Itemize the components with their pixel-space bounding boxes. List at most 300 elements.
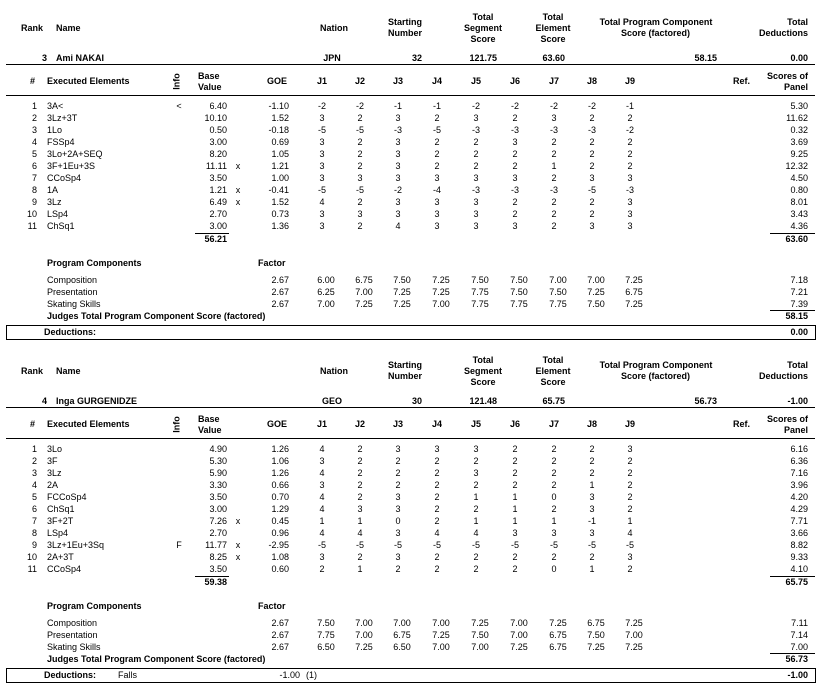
judge-header-j4: J4 <box>431 419 442 429</box>
judge-goe: 2 <box>357 221 363 231</box>
judge-component-score: 7.25 <box>393 287 411 297</box>
judge-goe: 2 <box>357 149 363 159</box>
element-base-value: 3.50 <box>209 492 227 502</box>
deduction-count: (1) <box>306 670 317 680</box>
skater-pcs: 56.73 <box>694 396 717 406</box>
judge-goe: 3 <box>319 456 325 466</box>
element-info: < <box>176 101 182 111</box>
judges-total-pcs-value: 56.73 <box>785 654 808 664</box>
judge-goe: -5 <box>317 540 326 550</box>
judge-goe: -2 <box>549 101 558 111</box>
judge-header-j5: J5 <box>470 419 481 429</box>
element-number: 9 <box>31 540 37 550</box>
element-panel-score: 9.25 <box>790 149 808 159</box>
component-panel-score: 7.11 <box>791 618 808 628</box>
judge-goe: 3 <box>434 221 440 231</box>
judge-goe: 2 <box>627 504 633 514</box>
judge-goe: 2 <box>434 564 440 574</box>
judge-goe: 1 <box>551 161 557 171</box>
judge-goe: 3 <box>589 173 595 183</box>
judge-goe: 3 <box>395 492 401 502</box>
ref-header: Ref. <box>733 419 751 429</box>
deduction-detail: Falls <box>118 670 138 680</box>
judge-goe: 4 <box>434 528 440 538</box>
judge-component-score: 7.25 <box>432 287 450 297</box>
judge-goe: 2 <box>434 504 440 514</box>
judge-goe: 2 <box>473 456 479 466</box>
skater-tes: 65.75 <box>542 396 565 406</box>
element-number: 8 <box>31 185 37 195</box>
judge-component-score: 7.00 <box>393 618 411 628</box>
judge-goe: 2 <box>357 444 363 454</box>
element-panel-score: 4.29 <box>790 504 808 514</box>
judge-goe: 4 <box>395 221 401 231</box>
element-goe: -1.10 <box>268 101 289 111</box>
element-number: 5 <box>31 492 37 502</box>
judge-goe: 0 <box>551 564 557 574</box>
component-name: Skating Skills <box>47 299 101 309</box>
element-base-value: 2.70 <box>209 528 227 538</box>
judge-goe: 2 <box>357 161 363 171</box>
component-panel-score: 7.39 <box>790 299 808 309</box>
judge-goe: -5 <box>510 540 519 550</box>
judge-goe: 2 <box>357 492 363 502</box>
judge-header-j1: J1 <box>316 76 327 86</box>
judge-goe: 3 <box>319 552 325 562</box>
goe-header: GOE <box>266 76 287 86</box>
component-panel-score: 7.18 <box>790 275 808 285</box>
ref-header: Ref. <box>733 76 751 86</box>
skater-rank: 3 <box>41 53 47 63</box>
judge-component-score: 6.50 <box>393 642 411 652</box>
tes-header: Total <box>542 355 564 365</box>
element-goe: 0.73 <box>271 209 289 219</box>
judge-component-score: 7.25 <box>432 275 450 285</box>
goe-header: GOE <box>266 419 287 429</box>
element-name: FSSp4 <box>47 137 75 147</box>
judge-goe: 3 <box>357 209 363 219</box>
element-number: 1 <box>31 444 37 454</box>
nation-header: Nation <box>320 366 348 376</box>
tss-header: Total <box>472 355 494 365</box>
judge-goe: 1 <box>512 492 518 502</box>
judge-component-score: 7.75 <box>471 287 489 297</box>
element-goe: 1.36 <box>271 221 289 231</box>
judge-goe: 2 <box>551 456 557 466</box>
name-header: Name <box>56 23 81 33</box>
judge-goe: 3 <box>395 504 401 514</box>
judge-goe: 2 <box>512 552 518 562</box>
judge-component-score: 7.25 <box>587 642 605 652</box>
element-name: 3Lo+2A+SEQ <box>47 149 103 159</box>
element-panel-score: 7.71 <box>790 516 808 526</box>
judge-goe: 3 <box>395 161 401 171</box>
judge-goe: 3 <box>473 173 479 183</box>
deductions-header: Total <box>787 17 808 27</box>
component-panel-score: 7.00 <box>790 642 808 652</box>
skater-rank: 4 <box>41 396 47 406</box>
starting-number-header: Number <box>387 371 422 381</box>
judge-goe: 2 <box>319 564 325 574</box>
judge-goe: 3 <box>395 444 401 454</box>
tes-header: Total <box>542 12 564 22</box>
executed-elements-header: Executed Elements <box>47 76 130 86</box>
deductions-total: -1.00 <box>787 670 808 680</box>
judge-goe: 2 <box>357 197 363 207</box>
judge-component-score: 6.25 <box>317 287 335 297</box>
judge-goe: -3 <box>587 125 596 135</box>
deductions-label: Deductions: <box>44 670 97 680</box>
judge-component-score: 7.25 <box>587 287 605 297</box>
judge-goe: 3 <box>395 209 401 219</box>
judge-goe: -5 <box>355 540 364 550</box>
judge-goe: 2 <box>589 197 595 207</box>
judge-goe: -5 <box>317 185 326 195</box>
judge-goe: 2 <box>434 456 440 466</box>
judge-header-j4: J4 <box>431 76 442 86</box>
judge-goe: 3 <box>551 113 557 123</box>
element-goe: 1.00 <box>271 173 289 183</box>
judge-goe: 2 <box>473 137 479 147</box>
judge-goe: -2 <box>317 101 326 111</box>
judge-goe: 2 <box>551 149 557 159</box>
element-name: LSp4 <box>47 209 69 219</box>
element-base-value: 3.50 <box>209 564 227 574</box>
element-goe: -0.41 <box>268 185 289 195</box>
judge-goe: 2 <box>589 209 595 219</box>
element-panel-score: 7.16 <box>790 468 808 478</box>
judge-goe: 2 <box>512 209 518 219</box>
element-base-value: 11.77 <box>205 540 227 550</box>
element-name: FCCoSp4 <box>47 492 87 502</box>
element-name: ChSq1 <box>47 221 75 231</box>
pcs-header: Score (factored) <box>620 28 690 38</box>
tss-header: Segment <box>463 23 502 33</box>
judge-goe: 3 <box>473 444 479 454</box>
judge-goe: 2 <box>395 468 401 478</box>
element-name: 3F+2T <box>47 516 74 526</box>
judge-header-j8: J8 <box>586 76 597 86</box>
judge-goe: 2 <box>551 197 557 207</box>
element-panel-score: 4.50 <box>790 173 808 183</box>
judge-goe: 2 <box>473 149 479 159</box>
element-number: 8 <box>31 528 37 538</box>
element-goe: 0.66 <box>271 480 289 490</box>
judge-goe: 2 <box>512 197 518 207</box>
pcs-header: Score (factored) <box>620 371 690 381</box>
judge-component-score: 7.00 <box>510 618 528 628</box>
element-goe: 1.08 <box>271 552 289 562</box>
judge-goe: 2 <box>357 113 363 123</box>
element-goe: 1.26 <box>271 468 289 478</box>
element-base-value: 5.30 <box>209 456 227 466</box>
element-name: 3Lz <box>47 197 62 207</box>
judge-goe: 2 <box>473 564 479 574</box>
element-panel-score: 12.32 <box>785 161 808 171</box>
element-panel-score: 4.10 <box>790 564 808 574</box>
element-name: 3Lz <box>47 468 62 478</box>
element-base-value: 3.30 <box>209 480 227 490</box>
judge-goe: 3 <box>319 113 325 123</box>
judge-goe: -5 <box>587 540 596 550</box>
element-name: 2A <box>47 480 59 490</box>
judge-goe: 3 <box>319 149 325 159</box>
element-panel-score: 8.82 <box>790 540 808 550</box>
info-header: Info <box>171 73 182 90</box>
judge-goe: 2 <box>627 137 633 147</box>
element-base-value: 2.70 <box>209 209 227 219</box>
judge-goe: 2 <box>434 492 440 502</box>
element-base-value: 3.50 <box>209 173 227 183</box>
element-base-value: 7.26 <box>209 516 227 526</box>
judge-goe: -5 <box>355 125 364 135</box>
judge-header-j8: J8 <box>586 419 597 429</box>
judge-goe: 3 <box>627 173 633 183</box>
skater-starting-number: 30 <box>411 396 422 406</box>
judge-goe: -2 <box>510 101 519 111</box>
skater-sheet <box>0 343 822 688</box>
element-goe: 1.52 <box>271 113 289 123</box>
judge-goe: 4 <box>357 528 363 538</box>
judge-goe: 1 <box>589 564 595 574</box>
judge-goe: 2 <box>473 552 479 562</box>
judge-goe: -5 <box>393 540 402 550</box>
element-base-value: 3.00 <box>209 504 227 514</box>
nation-header: Nation <box>320 23 348 33</box>
element-panel-score: 3.66 <box>790 528 808 538</box>
element-info: F <box>176 540 182 550</box>
element-goe: -0.18 <box>268 125 289 135</box>
judge-goe: 3 <box>357 173 363 183</box>
tes-header: Element <box>535 23 571 33</box>
judge-goe: 3 <box>319 173 325 183</box>
judge-component-score: 7.00 <box>432 299 450 309</box>
judge-goe: 3 <box>589 221 595 231</box>
element-base-value: 6.40 <box>209 101 227 111</box>
judge-goe: 2 <box>434 468 440 478</box>
skater-name: Ami NAKAI <box>56 53 105 63</box>
element-score-total: 63.60 <box>785 234 808 244</box>
judge-component-score: 7.25 <box>432 630 450 640</box>
judge-component-score: 7.25 <box>355 299 373 309</box>
judge-goe: -1 <box>432 101 441 111</box>
judge-goe: -5 <box>549 540 558 550</box>
component-name: Composition <box>47 618 98 628</box>
element-goe: 1.26 <box>271 444 289 454</box>
judge-goe: 3 <box>551 528 557 538</box>
tes-header: Element <box>535 366 571 376</box>
element-bonus-x: x <box>235 516 241 526</box>
judge-component-score: 7.50 <box>471 275 489 285</box>
element-panel-score: 4.36 <box>790 221 808 231</box>
judge-component-score: 7.00 <box>355 630 373 640</box>
judge-goe: -3 <box>471 125 480 135</box>
judge-goe: 4 <box>627 528 633 538</box>
judge-component-score: 6.75 <box>587 618 605 628</box>
executed-elements-header: Executed Elements <box>47 419 130 429</box>
judge-component-score: 7.25 <box>549 618 567 628</box>
element-number: 10 <box>26 209 37 219</box>
judge-goe: 3 <box>319 137 325 147</box>
element-goe: 0.69 <box>271 137 289 147</box>
base-value-header: Value <box>198 82 222 92</box>
judge-goe: -2 <box>355 101 364 111</box>
judge-goe: 3 <box>434 444 440 454</box>
judge-goe: 2 <box>551 444 557 454</box>
judge-header-j9: J9 <box>624 76 635 86</box>
skater-name: Inga GURGENIDZE <box>56 396 138 406</box>
element-base-value: 1.21 <box>209 185 227 195</box>
judge-goe: 1 <box>473 516 479 526</box>
judge-goe: 3 <box>627 197 633 207</box>
judge-goe: -5 <box>432 540 441 550</box>
element-number: 6 <box>31 161 37 171</box>
judge-goe: -4 <box>432 185 441 195</box>
scores-of-panel-header: Scores of <box>766 71 808 81</box>
skater-deductions: 0.00 <box>790 53 808 63</box>
judge-goe: 2 <box>434 113 440 123</box>
element-goe: 1.52 <box>271 197 289 207</box>
judge-component-score: 7.75 <box>317 630 335 640</box>
judge-goe: 3 <box>589 492 595 502</box>
skater-tss: 121.75 <box>469 53 497 63</box>
element-panel-score: 0.80 <box>790 185 808 195</box>
judge-component-score: 7.00 <box>432 642 450 652</box>
element-base-value: 0.50 <box>209 125 227 135</box>
judge-goe: -3 <box>510 125 519 135</box>
starting-number-header: Starting <box>387 17 422 27</box>
judge-goe: 2 <box>627 456 633 466</box>
judge-goe: 3 <box>512 221 518 231</box>
base-value-total: 56.21 <box>204 234 227 244</box>
deductions-header: Deductions <box>758 28 808 38</box>
element-bonus-x: x <box>235 540 241 550</box>
judge-goe: 2 <box>434 149 440 159</box>
judge-goe: 3 <box>357 504 363 514</box>
skater-pcs: 58.15 <box>694 53 717 63</box>
judge-component-score: 7.25 <box>625 642 643 652</box>
base-value-header: Base <box>198 414 220 424</box>
element-name: 3F <box>47 456 58 466</box>
judge-goe: 2 <box>627 113 633 123</box>
judge-goe: 1 <box>473 492 479 502</box>
skater-nation: JPN <box>323 53 341 63</box>
judge-goe: 3 <box>395 149 401 159</box>
judges-total-pcs-label: Judges Total Program Component Score (factored) <box>47 311 266 321</box>
judge-goe: -5 <box>471 540 480 550</box>
judge-goe: 4 <box>319 504 325 514</box>
judge-component-score: 7.50 <box>317 618 335 628</box>
element-bonus-x: x <box>235 161 241 171</box>
tss-header: Total <box>472 12 494 22</box>
program-components-header: Program Components <box>47 601 142 611</box>
judge-goe: -2 <box>587 101 596 111</box>
program-components-header: Program Components <box>47 258 142 268</box>
judge-goe: -5 <box>625 540 634 550</box>
element-number: 5 <box>31 149 37 159</box>
judge-component-score: 7.50 <box>587 630 605 640</box>
judge-goe: 2 <box>627 161 633 171</box>
judge-goe: -3 <box>549 125 558 135</box>
judge-goe: 2 <box>551 221 557 231</box>
element-number: 9 <box>31 197 37 207</box>
element-name: 3Lo <box>47 444 63 454</box>
judge-component-score: 7.00 <box>587 275 605 285</box>
judge-goe: 2 <box>357 480 363 490</box>
judge-goe: 4 <box>319 468 325 478</box>
tes-header: Score <box>540 34 566 44</box>
judge-goe: 2 <box>357 137 363 147</box>
scores-of-panel-header: Scores of <box>766 414 808 424</box>
judge-component-score: 7.75 <box>510 299 528 309</box>
judge-component-score: 7.00 <box>549 275 567 285</box>
judge-goe: 2 <box>627 468 633 478</box>
element-goe: 0.70 <box>271 492 289 502</box>
judge-goe: 2 <box>551 468 557 478</box>
element-panel-score: 3.43 <box>790 209 808 219</box>
judge-goe: 3 <box>473 468 479 478</box>
scores-of-panel-header: Panel <box>783 425 808 435</box>
judge-component-score: 7.25 <box>355 642 373 652</box>
judge-goe: 2 <box>357 552 363 562</box>
judge-goe: 2 <box>473 161 479 171</box>
judge-goe: -3 <box>549 185 558 195</box>
element-goe: 1.29 <box>271 504 289 514</box>
judge-component-score: 6.50 <box>317 642 335 652</box>
judge-goe: 3 <box>434 197 440 207</box>
deduction-value: -1.00 <box>279 670 300 680</box>
element-base-value: 6.49 <box>209 197 227 207</box>
deductions-header: Deductions <box>758 371 808 381</box>
starting-number-header: Starting <box>387 360 422 370</box>
judge-goe: 2 <box>589 456 595 466</box>
rank-header: Rank <box>21 366 44 376</box>
judge-component-score: 7.50 <box>393 275 411 285</box>
judge-header-j5: J5 <box>470 76 481 86</box>
element-panel-score: 3.69 <box>790 137 808 147</box>
judge-goe: 3 <box>395 197 401 207</box>
pcs-header: Total Program Component <box>599 17 713 27</box>
judge-component-score: 6.75 <box>549 642 567 652</box>
judge-component-score: 7.00 <box>355 287 373 297</box>
element-goe: 0.60 <box>271 564 289 574</box>
component-factor: 2.67 <box>271 299 289 309</box>
element-number: 1 <box>31 101 37 111</box>
judge-goe: 1 <box>319 516 325 526</box>
judge-goe: 2 <box>627 564 633 574</box>
judge-goe: 4 <box>319 528 325 538</box>
judge-component-score: 7.00 <box>432 618 450 628</box>
judge-goe: 2 <box>434 480 440 490</box>
pcs-header: Total Program Component <box>599 360 713 370</box>
element-name: CCoSp4 <box>47 564 82 574</box>
element-goe: 1.21 <box>271 161 289 171</box>
factor-header: Factor <box>258 258 286 268</box>
judge-goe: -3 <box>471 185 480 195</box>
component-name: Presentation <box>47 287 98 297</box>
base-value-header: Base <box>198 71 220 81</box>
element-score-total: 65.75 <box>785 577 808 587</box>
judge-goe: 2 <box>551 173 557 183</box>
element-base-value: 8.25 <box>209 552 227 562</box>
element-name: CCoSp4 <box>47 173 82 183</box>
judge-goe: 3 <box>473 221 479 231</box>
judge-goe: 2 <box>512 468 518 478</box>
judge-goe: 2 <box>512 480 518 490</box>
judge-goe: -1 <box>393 101 402 111</box>
name-header: Name <box>56 366 81 376</box>
element-number: 7 <box>31 516 37 526</box>
